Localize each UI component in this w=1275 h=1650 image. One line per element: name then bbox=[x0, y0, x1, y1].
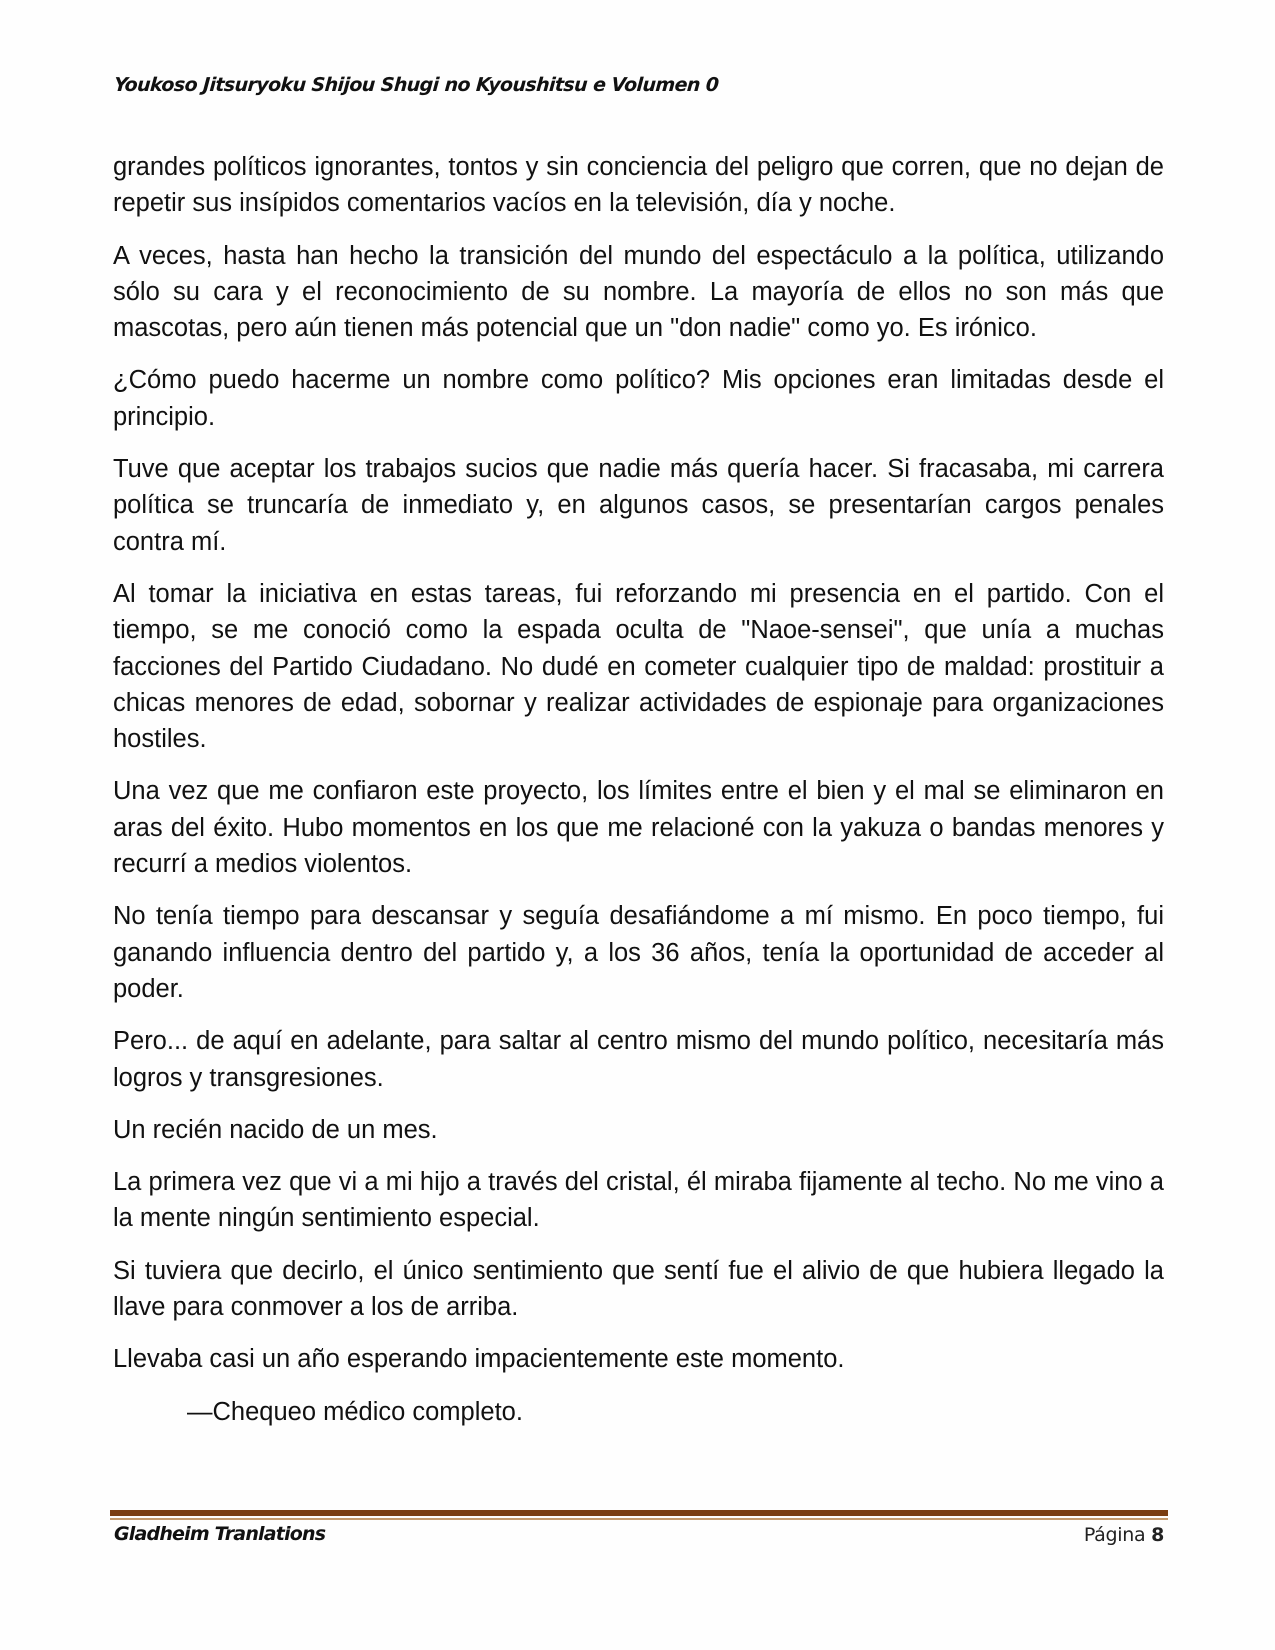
body-text bbox=[113, 149, 1164, 1446]
page-label: Página bbox=[1083, 1524, 1146, 1546]
paragraph: La primera vez que vi a mi hijo a través del cristal, él miraba fijamente al techo. No me vino a la mente ningún sentimiento especial. bbox=[113, 1168, 1164, 1233]
footer-rule bbox=[110, 1510, 1168, 1516]
page-number bbox=[1084, 1524, 1164, 1546]
paragraph: Si tuviera que decirlo, el único sentimiento que sentí fue el alivio de que hubiera llegado la llave para conmover a los de arriba. bbox=[113, 1256, 1164, 1322]
paragraph: grandes políticos ignorantes, tontos y sin conciencia del peligro que corren, que no dejan de repetir sus insípidos comentarios vacíos en la televisión, día y noche. bbox=[113, 153, 1164, 218]
paragraph: Un recién nacido de un mes. bbox=[113, 1115, 438, 1144]
paragraph: Llevaba casi un año esperando impacientemente este momento. bbox=[113, 1345, 845, 1374]
paragraph: Tuve que aceptar los trabajos sucios que nadie más quería hacer. Si fracasaba, mi carrera política se truncaría de inmediato y, en algunos casos, se presentarían cargos penales contra mí. bbox=[113, 455, 1164, 556]
paragraph: ¿Cómo puedo hacerme un nombre como político? Mis opciones eran limitadas desde el principio. bbox=[113, 366, 1164, 431]
paragraph: No tenía tiempo para descansar y seguía desafiándome a mí mismo. En poco tiempo, fui ganando influencia dentro del partido y, a los 36 años, tenía la oportunidad de acceder al poder. bbox=[113, 902, 1164, 1003]
paragraph: Pero... de aquí en adelante, para saltar al centro mismo del mundo político, necesitaría más logros y transgresiones. bbox=[113, 1027, 1164, 1092]
paragraph: Una vez que me confiaron este proyecto, los límites entre el bien y el mal se eliminaron en aras del éxito. Hubo momentos en los que me relacioné con la yakuza o bandas menores y recurrí a medios violentos. bbox=[113, 777, 1164, 879]
paragraph: A veces, hasta han hecho la transición del mundo del espectáculo a la política, utilizando sólo su cara y el reconocimiento de su nombre. La mayoría de ellos no son más que mascotas, pero aún tienen más potencial que un "don nadie" como yo. Es irónico. bbox=[113, 241, 1164, 343]
footer-rule-accent bbox=[110, 1518, 1168, 1520]
translator-credit: Gladheim Tranlations bbox=[114, 1523, 326, 1545]
paragraph: Al tomar la iniciativa en estas tareas, fui reforzando mi presencia en el partido. Con el tiempo, se me conoció como la espada oculta de "Naoe-sensei", que unía a muchas facciones del Partido Ciudadano. No dudé en cometer cualquier tipo de maldad: prostituir a chicas menores de edad, sobornar y realizar actividades de espionaje para organizaciones hostiles. bbox=[113, 579, 1164, 754]
running-header: Youkoso Jitsuryoku Shijou Shugi no Kyoushitsu e Volumen 0 bbox=[113, 74, 720, 96]
page-number-value: 8 bbox=[1151, 1524, 1164, 1546]
dialogue-line: —Chequeo médico completo. bbox=[187, 1397, 523, 1426]
